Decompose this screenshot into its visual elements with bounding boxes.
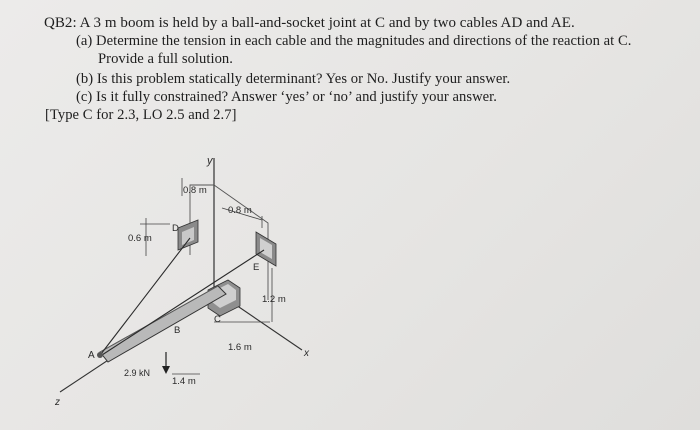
dim-bottom-right-label: 1.6 m	[228, 342, 252, 353]
point-b-label: B	[174, 325, 181, 336]
dim-right-label: 0.8 m	[228, 205, 252, 216]
question-a: (a) Determine the tension in each cable and the magnitudes and directions of the reaction at C.	[76, 33, 632, 49]
y-axis-label: y	[207, 155, 213, 167]
type-note: [Type C for 2.3, LO 2.5 and 2.7]	[45, 107, 237, 123]
x-axis-label: x	[304, 348, 309, 359]
boom	[100, 286, 226, 362]
z-axis-label: z	[55, 397, 60, 408]
question-a-continued: Provide a full solution.	[98, 51, 233, 67]
point-a-label: A	[88, 350, 95, 361]
point-c-label: C	[214, 314, 221, 325]
point-a	[97, 352, 103, 358]
problem-statement: QB2: A 3 m boom is held by a ball-and-socket joint at C and by two cables AD and AE.	[44, 15, 575, 31]
question-b: (b) Is this problem statically determinant? Yes or No. Justify your answer.	[76, 71, 511, 87]
dim-vertical-label: 1.2 m	[262, 294, 286, 305]
dim-bottom-label: 1.4 m	[172, 376, 196, 387]
load-label: 2.9 kN	[124, 368, 151, 378]
boom-top-edge	[100, 286, 218, 352]
load-arrow-head	[162, 366, 170, 374]
point-e-label: E	[253, 262, 260, 273]
dim-left-label: 0.6 m	[128, 233, 152, 244]
question-c: (c) Is it fully constrained? Answer ‘yes’ or ‘no’ and justify your answer.	[76, 89, 497, 105]
dim-top-label: 0.8 m	[183, 185, 207, 196]
point-d-label: D	[172, 223, 179, 234]
